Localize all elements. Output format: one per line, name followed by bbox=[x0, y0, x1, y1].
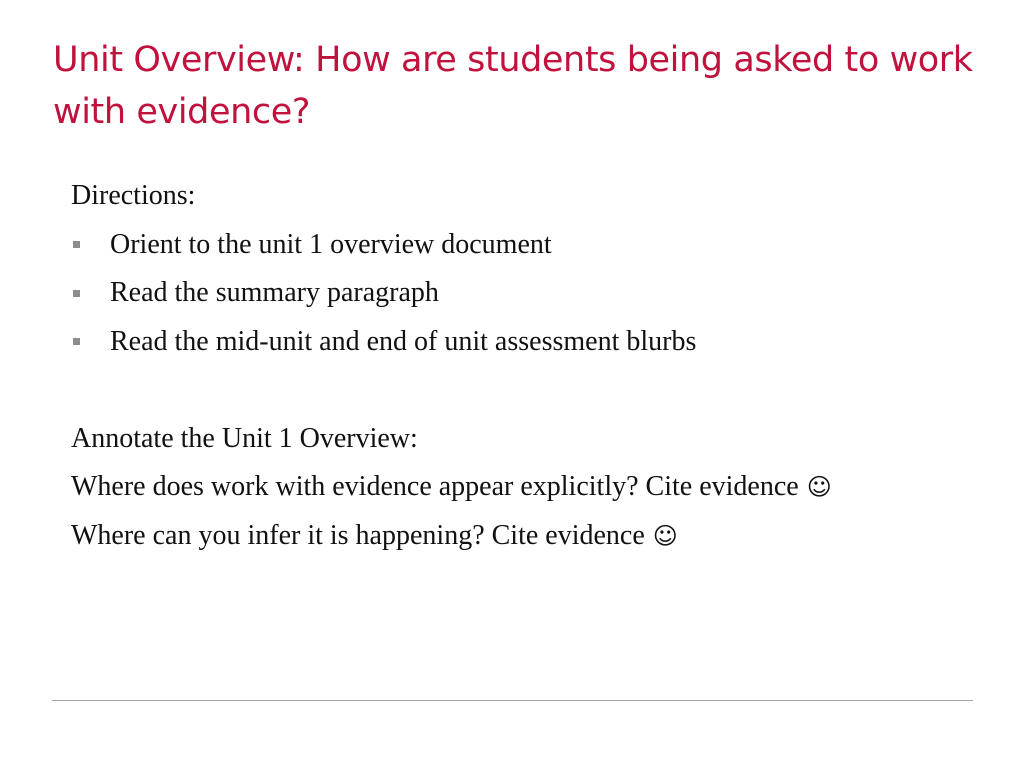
square-bullet-icon bbox=[73, 241, 80, 248]
question-line bbox=[71, 463, 991, 512]
question-text: Where does work with evidence appear explicitly? Cite evidence bbox=[71, 471, 799, 502]
smiley-face-icon: ☺ bbox=[806, 473, 832, 501]
directions-heading: Directions: bbox=[71, 180, 196, 211]
bullet-text: Orient to the unit 1 overview document bbox=[110, 228, 552, 260]
annotate-heading: Annotate the Unit 1 Overview: bbox=[71, 422, 418, 454]
bullet-text: Read the summary paragraph bbox=[110, 277, 439, 308]
slide-title: Unit Overview: How are students being asked to work with evidence? bbox=[53, 40, 973, 132]
paragraph-spacer bbox=[71, 366, 991, 415]
question-text: Where can you infer it is happening? Cite evidence bbox=[71, 519, 645, 551]
bullet-item bbox=[71, 318, 991, 367]
question-line bbox=[71, 512, 991, 561]
bullet-text: Read the mid-unit and end of unit assessment blurbs bbox=[110, 325, 697, 357]
smiley-face-icon: ☺ bbox=[652, 521, 678, 550]
footer-divider bbox=[52, 700, 973, 701]
bullet-item bbox=[71, 269, 991, 318]
square-bullet-icon bbox=[73, 290, 80, 297]
slide-body bbox=[71, 172, 991, 560]
bullet-item bbox=[71, 221, 991, 270]
square-bullet-icon bbox=[73, 338, 80, 345]
